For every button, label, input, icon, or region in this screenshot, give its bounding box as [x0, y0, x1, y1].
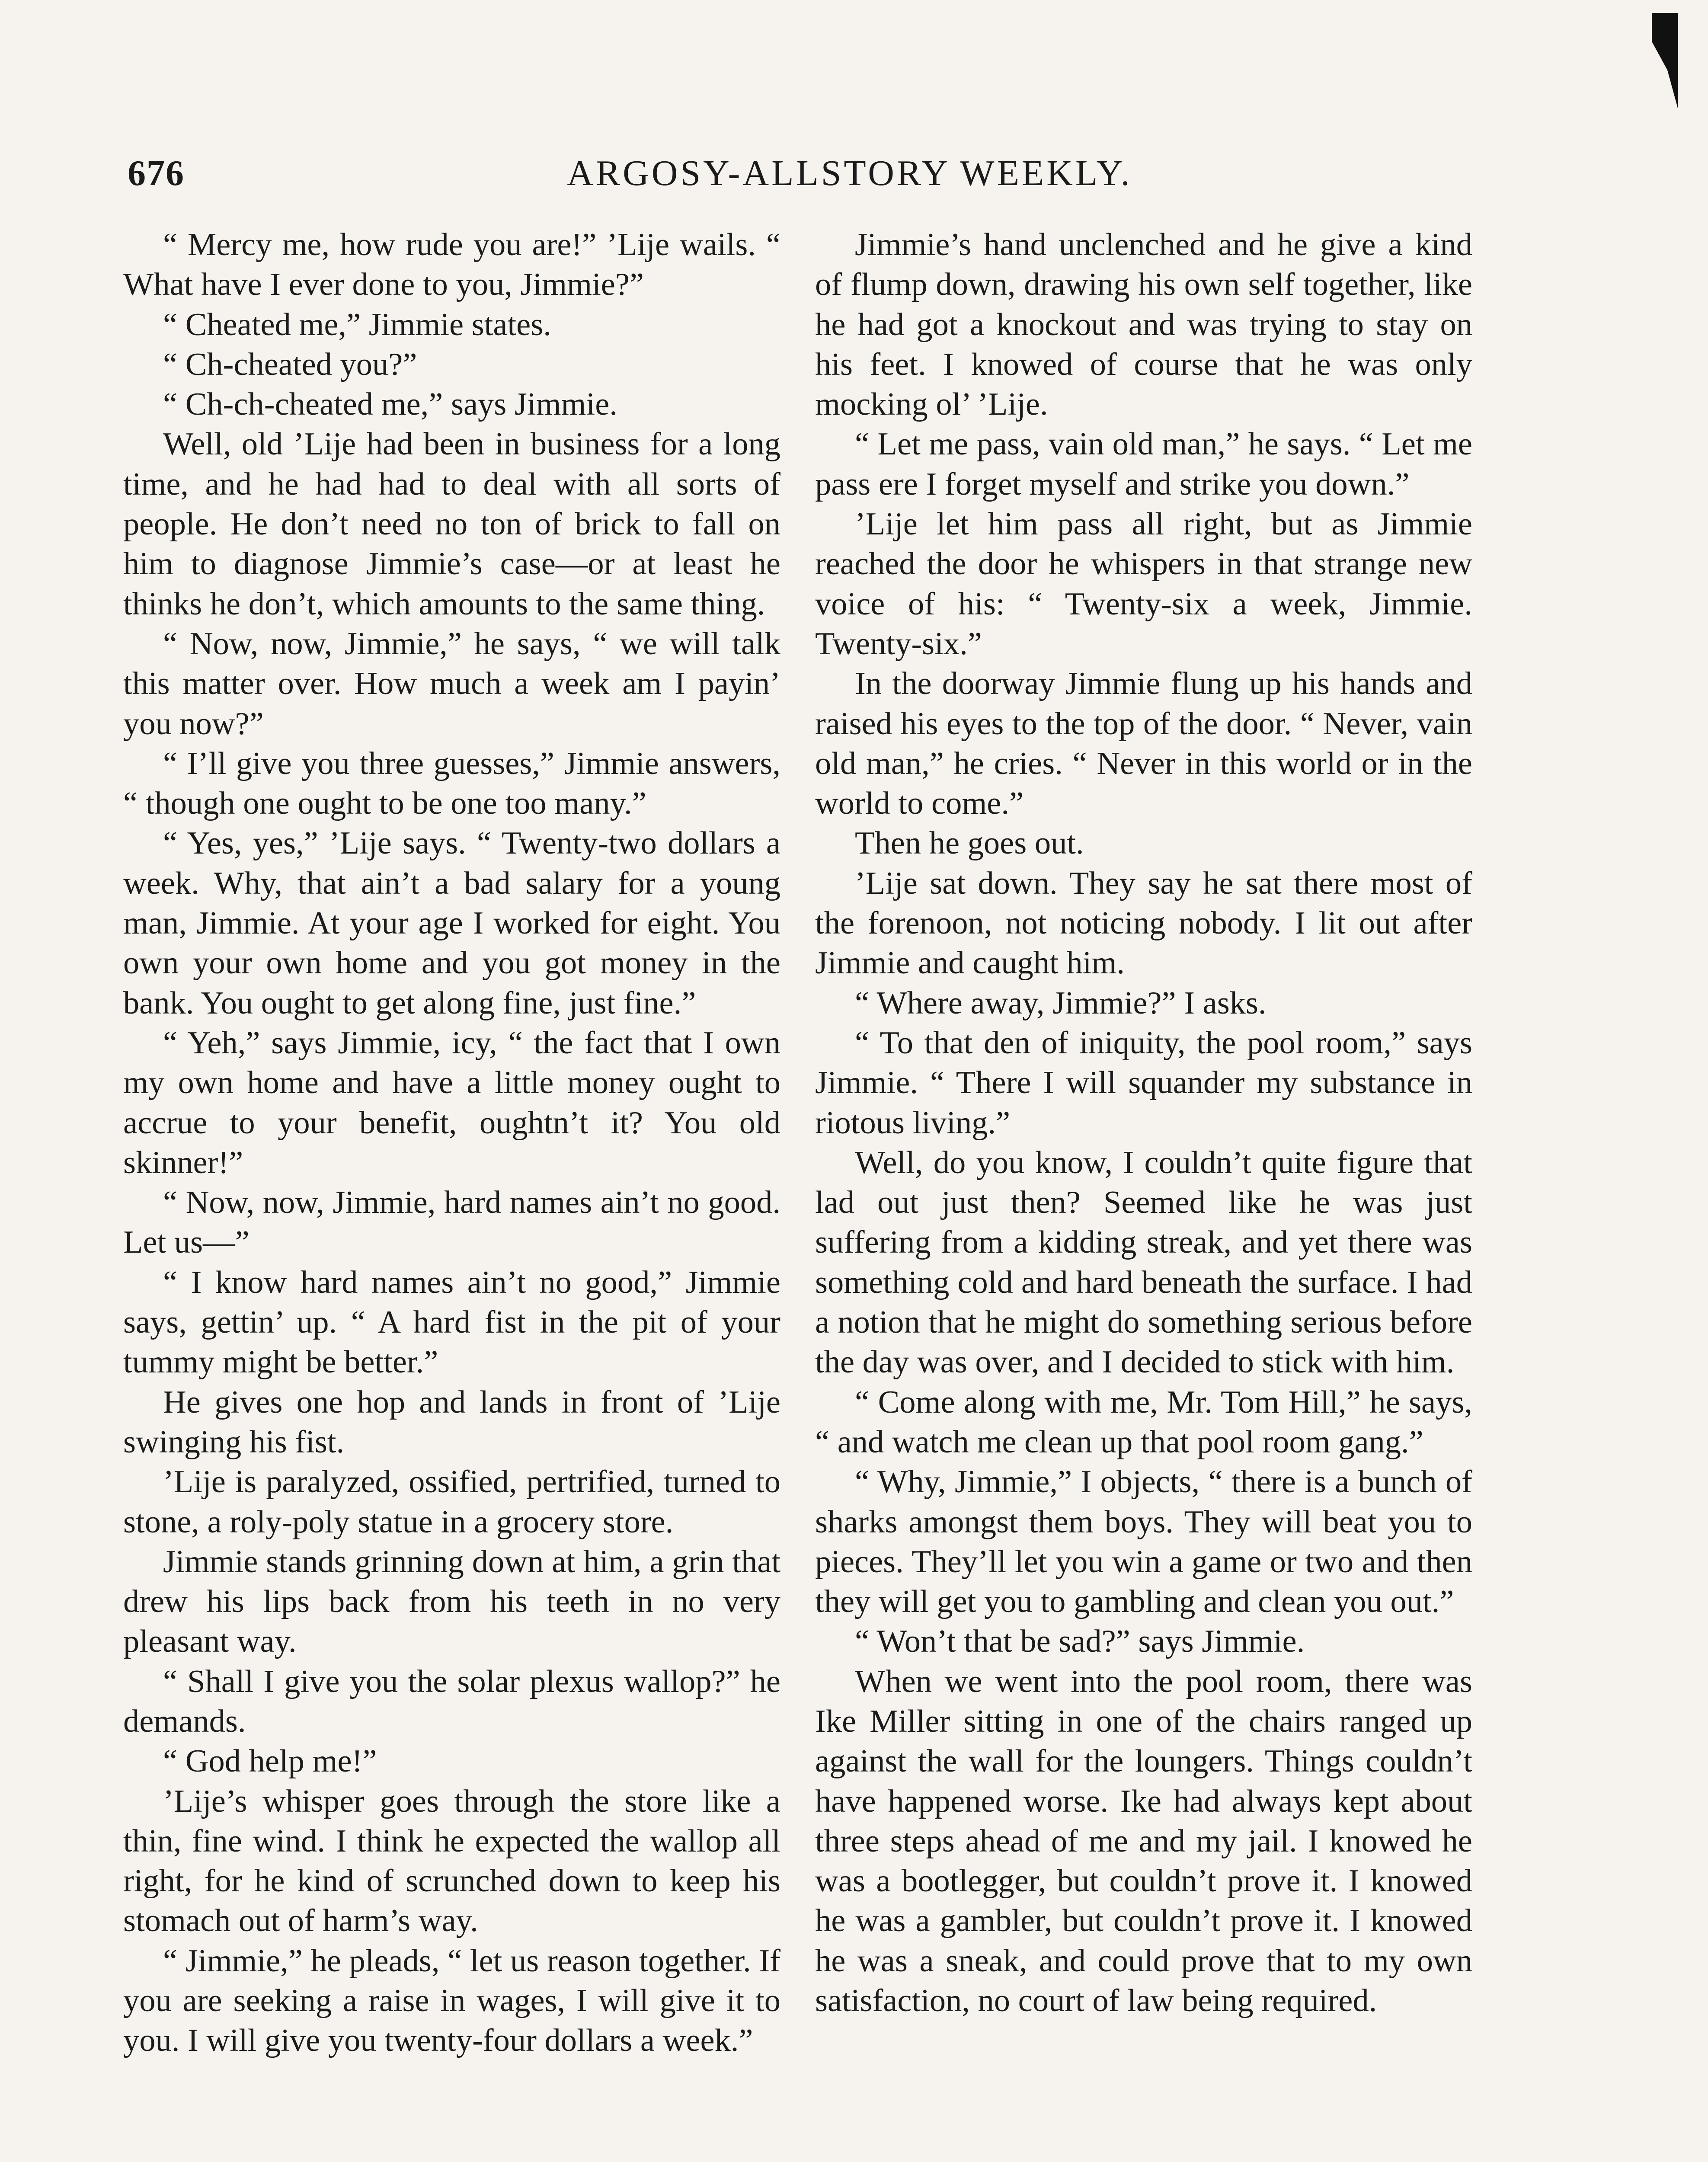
paragraph: When we went into the pool room, there was Ike Miller sitting in one of the chairs ranged up against the wall for the loungers. Things couldn’t have happened worse. Ike had always kept about three steps ahead of me and my jail. I knowed he was a bootlegger, but couldn’t prove it. I knowed he was a gambler, but couldn’t prove it. I knowed he was a sneak, and could prove that to my own satisfaction, no court of law being required. [815, 1663, 1472, 2019]
paragraph: “ Yes, yes,” ’Lije says. “ Twenty-two dollars a week. Why, that ain’t a bad salary for a young man, Jimmie. At your age I worked for eight. You own your own home and you got money in the bank. You ought to get along fine, just fine.” [123, 825, 780, 1021]
paragraph: “ Come along with me, Mr. Tom Hill,” he says, “ and watch me clean up that pool room gang.” [815, 1384, 1472, 1460]
paragraph: “ God help me!” [163, 1743, 377, 1779]
paragraph: “ Cheated me,” Jimmie states. [163, 307, 551, 342]
page-edge-mark [1652, 13, 1678, 108]
paragraph: Jimmie’s hand unclenched and he give a kind of flump down, drawing his own self together, like he had got a knockout and was trying to stay on his feet. I knowed of course that he was only mocking ol’ ’Lije. [815, 227, 1472, 422]
page-header [128, 152, 1572, 200]
paragraph: “ Yeh,” says Jimmie, icy, “ the fact that I own my own home and have a little money ought to accrue to your benefit, oughtn’t it? You old skinner!” [123, 1025, 780, 1180]
paragraph: “ To that den of iniquity, the pool room,” says Jimmie. “ There I will squander my substance in riotous living.” [815, 1025, 1472, 1141]
paragraph: “ Jimmie,” he pleads, “ let us reason together. If you are seeking a raise in wages, I will give it to you. I will give you twenty-four dollars a week.” [123, 1943, 780, 2059]
paragraph: ’Lije let him pass all right, but as Jimmie reached the door he whispers in that strange new voice of his: “ Twenty-six a week, Jimmie. Twenty-six.” [815, 506, 1472, 662]
paragraph: He gives one hop and lands in front of ’Lije swinging his fist. [123, 1384, 780, 1460]
paragraph: Then he goes out. [855, 825, 1084, 861]
paragraph: In the doorway Jimmie flung up his hands and raised his eyes to the top of the door. “ Never, vain old man,” he cries. “ Never in this world or in the world to come.” [815, 666, 1472, 822]
paragraph: “ Ch-cheated you?” [163, 346, 417, 382]
paragraph: “ Why, Jimmie,” I objects, “ there is a bunch of sharks amongst them boys. They will beat you to pieces. They’ll let you win a game or two and then they will get you to gambling and clean you out.” [815, 1464, 1472, 1620]
right-column [815, 225, 1472, 2021]
paragraph: “ Shall I give you the solar plexus wallop?” he demands. [123, 1663, 780, 1739]
paragraph: “ Now, now, Jimmie, hard names ain’t no good. Let us—” [123, 1185, 780, 1260]
page-number: 676 [128, 153, 185, 193]
paragraph: “ Won’t that be sad?” says Jimmie. [855, 1624, 1305, 1660]
paragraph: “ Ch-ch-cheated me,” says Jimmie. [163, 387, 617, 422]
paragraph: “ I’ll give you three guesses,” Jimmie answers, “ though one ought to be one too many.” [123, 745, 780, 822]
paragraph: Jimmie stands grinning down at him, a grin that drew his lips back from his teeth in no very pleasant way. [123, 1544, 780, 1660]
paragraph: “ Where away, Jimmie?” I asks. [855, 985, 1267, 1021]
left-column [123, 225, 780, 2061]
paragraph: “ Let me pass, vain old man,” he says. “ Let me pass ere I forget myself and strike you down.” [815, 426, 1472, 502]
paragraph: ’Lije’s whisper goes through the store like a thin, fine wind. I think he expected the wallop all right, for he kind of scrunched down to keep his stomach out of harm’s way. [123, 1783, 780, 1939]
paragraph: Well, old ’Lije had been in business for a long time, and he had had to deal with all sorts of people. He don’t need no ton of brick to fall on him to diagnose Jimmie’s case—or at least he thinks he don’t, which amounts to the same thing. [123, 426, 780, 622]
paragraph: “ Now, now, Jimmie,” he says, “ we will talk this matter over. How much a week am I payin’ you now?” [123, 626, 780, 742]
paragraph: “ I know hard names ain’t no good,” Jimmie says, gettin’ up. “ A hard fist in the pit of your tummy might be better.” [123, 1264, 780, 1380]
paragraph: ’Lije sat down. They say he sat there most of the forenoon, not noticing nobody. I lit out after Jimmie and caught him. [815, 865, 1472, 981]
paragraph: Well, do you know, I couldn’t quite figure that lad out just then? Seemed like he was just suffering from a kidding streak, and yet there was something cold and hard beneath the surface. I had a notion that he might do something serious before the day was over, and I decided to stick with him. [815, 1145, 1472, 1380]
paragraph: “ Mercy me, how rude you are!” ’Lije wails. “ What have I ever done to you, Jimmie?” [123, 227, 780, 303]
paragraph: ’Lije is paralyzed, ossified, pertrified, turned to stone, a roly-poly statue in a grocery store. [123, 1464, 780, 1540]
running-title: ARGOSY-ALLSTORY WEEKLY. [567, 153, 1132, 193]
